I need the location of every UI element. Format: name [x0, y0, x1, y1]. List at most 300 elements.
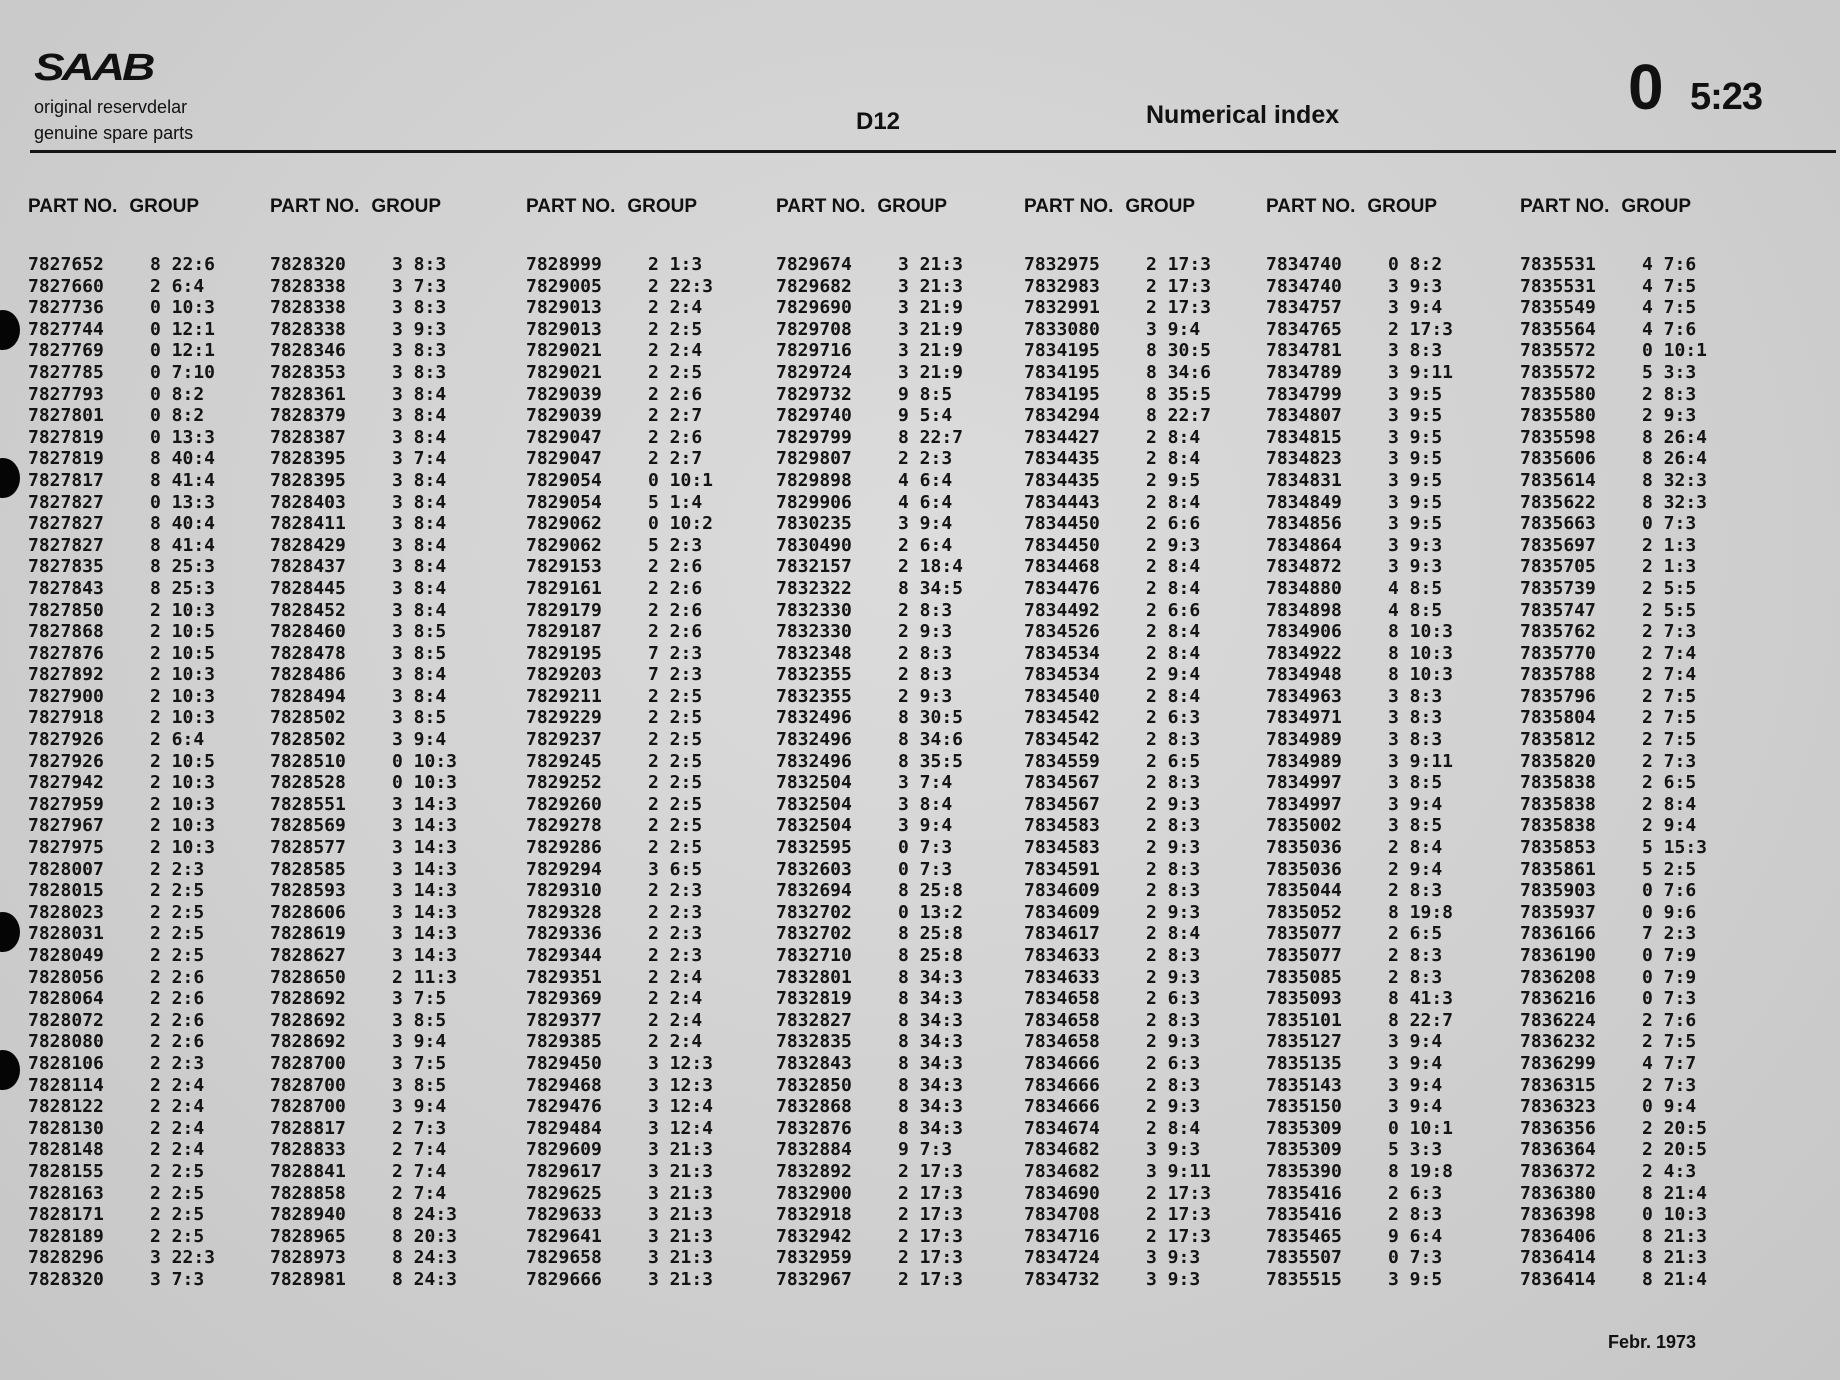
- part-number: 7835580: [1520, 383, 1596, 405]
- part-number: 7834617: [1024, 923, 1100, 945]
- group-reference: 3 21:3: [648, 1160, 714, 1182]
- part-number: 7834971: [1266, 707, 1342, 729]
- index-row: [1024, 1075, 1274, 1097]
- index-row: [526, 384, 776, 406]
- group-reference: 2 2:5: [150, 1204, 205, 1226]
- index-row: [28, 276, 278, 298]
- group-reference: 2 6:4: [150, 275, 205, 297]
- index-row: [1266, 967, 1516, 989]
- index-row: [526, 815, 776, 837]
- index-row: [1024, 621, 1274, 643]
- index-row: [526, 772, 776, 794]
- part-number: 7829385: [526, 1031, 602, 1053]
- group-reference: 2 17:3: [1146, 275, 1212, 297]
- group-reference: 2 2:5: [150, 1160, 205, 1182]
- part-number: 7835853: [1520, 837, 1596, 859]
- index-row: [1520, 1247, 1770, 1269]
- index-column: [28, 196, 278, 1291]
- part-number: 7832496: [776, 729, 852, 751]
- part-number: 7828163: [28, 1182, 104, 1204]
- group-reference: 3 21:9: [898, 318, 964, 340]
- index-row: [1024, 1096, 1274, 1118]
- index-row: [270, 513, 520, 535]
- part-number: 7832603: [776, 858, 852, 880]
- part-number: 7828411: [270, 513, 346, 535]
- index-row: [1520, 492, 1770, 514]
- group-reference: 2 8:3: [1146, 858, 1201, 880]
- group-reference: 2 6:6: [1146, 513, 1201, 535]
- index-row: [1024, 1139, 1274, 1161]
- part-number: 7836190: [1520, 945, 1596, 966]
- index-row: [28, 1053, 278, 1075]
- part-number: 7835093: [1266, 988, 1342, 1010]
- index-row: [526, 600, 776, 622]
- group-reference: 8 25:8: [898, 923, 964, 945]
- part-number: 7832504: [776, 793, 852, 815]
- index-row: [1520, 297, 1770, 319]
- part-number: 7834898: [1266, 599, 1342, 621]
- index-row: [28, 297, 278, 319]
- binder-hole: [0, 458, 20, 498]
- index-row: [776, 448, 1026, 470]
- group-reference: 2 8:4: [1146, 448, 1201, 470]
- group-reference: 0 12:1: [150, 340, 216, 362]
- index-row: [1024, 837, 1274, 859]
- index-row: [1520, 600, 1770, 622]
- group-reference: 2 9:3: [1146, 534, 1201, 556]
- part-number: 7836315: [1520, 1074, 1596, 1096]
- group-reference: 3 9:4: [1388, 793, 1443, 815]
- index-row: [1266, 988, 1516, 1010]
- index-row: [1266, 384, 1516, 406]
- part-number: 7834849: [1266, 491, 1342, 513]
- part-number: 7834567: [1024, 793, 1100, 815]
- group-reference: 2 2:5: [648, 707, 703, 729]
- part-number: 7832504: [776, 815, 852, 837]
- index-row: [270, 276, 520, 298]
- part-number: 7832983: [1024, 275, 1100, 297]
- index-row: [270, 1269, 520, 1291]
- group-header: GROUP: [1125, 196, 1196, 217]
- index-row: [1520, 1096, 1770, 1118]
- index-row: [28, 1010, 278, 1032]
- part-number: 7828445: [270, 577, 346, 599]
- group-reference: 2 2:3: [150, 1052, 205, 1074]
- index-row: [1520, 276, 1770, 298]
- index-row: [28, 859, 278, 881]
- part-number: 7835531: [1520, 254, 1596, 275]
- group-reference: 2 7:5: [1642, 1031, 1697, 1053]
- index-row: [270, 427, 520, 449]
- part-number: 7834708: [1024, 1204, 1100, 1226]
- part-number: 7828577: [270, 837, 346, 859]
- group-reference: 3 9:3: [392, 318, 447, 340]
- index-row: [776, 751, 1026, 773]
- group-reference: 3 12:4: [648, 1096, 714, 1118]
- part-number: 7835465: [1266, 1225, 1342, 1247]
- index-row: [526, 643, 776, 665]
- index-row: [1266, 1183, 1516, 1205]
- index-row: [776, 621, 1026, 643]
- group-reference: 2 6:6: [1146, 599, 1201, 621]
- index-row: [526, 1075, 776, 1097]
- group-reference: 2 9:3: [1146, 1031, 1201, 1053]
- group-reference: 2 2:5: [648, 318, 703, 340]
- part-number: 7829716: [776, 340, 852, 362]
- part-number: 7829328: [526, 901, 602, 923]
- index-row: [1520, 254, 1770, 276]
- part-number: 7835572: [1520, 361, 1596, 383]
- index-row: [776, 1053, 1026, 1075]
- group-reference: 2 2:7: [648, 405, 703, 427]
- part-number: 7832694: [776, 880, 852, 902]
- index-row: [270, 1161, 520, 1183]
- index-row: [776, 535, 1026, 557]
- index-row: [526, 1183, 776, 1205]
- part-number: 7835762: [1520, 621, 1596, 643]
- part-number: 7829013: [526, 297, 602, 319]
- index-row: [1024, 340, 1274, 362]
- group-reference: 2 9:4: [1388, 858, 1443, 880]
- part-number: 7835150: [1266, 1096, 1342, 1118]
- index-row: [28, 1204, 278, 1226]
- index-row: [526, 254, 776, 276]
- index-row: [776, 362, 1026, 384]
- group-reference: 2 17:3: [898, 1160, 964, 1182]
- group-reference: 2 2:5: [648, 772, 703, 794]
- index-row: [1520, 664, 1770, 686]
- group-reference: 3 8:5: [392, 1074, 447, 1096]
- group-reference: 9 8:5: [898, 383, 953, 405]
- group-reference: 2 2:5: [648, 685, 703, 707]
- index-row: [28, 1247, 278, 1269]
- part-number: 7834856: [1266, 513, 1342, 535]
- part-number: 7836216: [1520, 988, 1596, 1010]
- part-number: 7829294: [526, 858, 602, 880]
- group-reference: 8 34:3: [898, 1052, 964, 1074]
- part-number: 7828606: [270, 901, 346, 923]
- part-number: 7832819: [776, 988, 852, 1010]
- index-row: [1266, 707, 1516, 729]
- group-reference: 0 7:10: [150, 361, 216, 383]
- part-number: 7835606: [1520, 448, 1596, 470]
- group-reference: 2 9:4: [1146, 664, 1201, 686]
- group-reference: 2 6:5: [1146, 750, 1201, 772]
- part-number: 7828031: [28, 923, 104, 945]
- part-number: 7828387: [270, 426, 346, 448]
- group-reference: 2 6:4: [150, 729, 205, 751]
- group-reference: 2 17:3: [898, 1268, 964, 1290]
- part-number: 7835135: [1266, 1052, 1342, 1074]
- column-header: [526, 196, 776, 254]
- group-reference: 2 8:3: [898, 642, 953, 664]
- group-reference: 3 8:4: [392, 426, 447, 448]
- group-reference: 2 8:4: [1388, 837, 1443, 859]
- part-number: 7835861: [1520, 858, 1596, 880]
- part-number: 7834435: [1024, 448, 1100, 470]
- part-number: 7827660: [28, 275, 104, 297]
- group-reference: 2 2:4: [648, 966, 703, 988]
- part-number: 7832496: [776, 707, 852, 729]
- part-number: 7834740: [1266, 275, 1342, 297]
- index-row: [526, 297, 776, 319]
- index-row: [28, 427, 278, 449]
- index-row: [776, 276, 1026, 298]
- index-row: [1266, 600, 1516, 622]
- group-reference: 0 13:2: [898, 901, 964, 923]
- part-number: 7828692: [270, 1031, 346, 1053]
- group-reference: 2 9:3: [898, 685, 953, 707]
- part-number: 7828429: [270, 534, 346, 556]
- part-number: 7834963: [1266, 685, 1342, 707]
- index-row: [28, 556, 278, 578]
- group-reference: 3 9:3: [1146, 1268, 1201, 1290]
- index-row: [1520, 319, 1770, 341]
- group-reference: 0 9:6: [1642, 901, 1697, 923]
- group-reference: 2 7:6: [1642, 1009, 1697, 1031]
- index-row: [270, 707, 520, 729]
- part-number: 7832330: [776, 599, 852, 621]
- group-reference: 0 10:1: [648, 469, 714, 491]
- group-reference: 2 10:3: [150, 685, 216, 707]
- index-row: [1024, 470, 1274, 492]
- group-reference: 2 8:4: [1146, 642, 1201, 664]
- part-number: 7835663: [1520, 513, 1596, 535]
- part-number: 7829658: [526, 1247, 602, 1269]
- part-number: 7832942: [776, 1225, 852, 1247]
- group-reference: 2 10:3: [150, 793, 216, 815]
- index-row: [270, 815, 520, 837]
- group-reference: 2 2:5: [150, 923, 205, 945]
- part-number: 7828585: [270, 858, 346, 880]
- group-reference: 3 14:3: [392, 837, 458, 859]
- group-reference: 8 34:3: [898, 988, 964, 1010]
- group-reference: 0 13:3: [150, 491, 216, 513]
- group-reference: 2 10:5: [150, 642, 216, 664]
- part-number: 7833080: [1024, 318, 1100, 340]
- group-reference: 3 14:3: [392, 858, 458, 880]
- index-row: [28, 1139, 278, 1161]
- index-row: [270, 967, 520, 989]
- part-number: 7834997: [1266, 772, 1342, 794]
- index-row: [1266, 556, 1516, 578]
- part-number: 7834948: [1266, 664, 1342, 686]
- group-reference: 2 8:4: [1146, 923, 1201, 945]
- group-reference: 3 6:5: [648, 858, 703, 880]
- index-row: [1024, 902, 1274, 924]
- group-reference: 2 2:6: [648, 383, 703, 405]
- index-row: [776, 405, 1026, 427]
- part-number: 7828130: [28, 1117, 104, 1139]
- group-reference: 2 9:3: [1146, 901, 1201, 923]
- index-row: [1266, 643, 1516, 665]
- group-reference: 8 34:3: [898, 1117, 964, 1139]
- index-row: [270, 664, 520, 686]
- group-reference: 2 10:5: [150, 621, 216, 643]
- group-reference: 3 8:5: [392, 642, 447, 664]
- group-reference: 2 8:3: [1388, 880, 1443, 902]
- part-number: 7828338: [270, 275, 346, 297]
- part-number: 7829013: [526, 318, 602, 340]
- index-row: [776, 880, 1026, 902]
- index-row: [776, 1269, 1026, 1291]
- group-reference: 3 9:4: [1388, 1052, 1443, 1074]
- part-number: 7834526: [1024, 621, 1100, 643]
- group-reference: 8 10:3: [1388, 664, 1454, 686]
- index-row: [526, 448, 776, 470]
- index-row: [270, 1096, 520, 1118]
- part-number: 7835820: [1520, 750, 1596, 772]
- group-reference: 2 2:6: [648, 426, 703, 448]
- group-reference: 2 7:3: [1642, 1074, 1697, 1096]
- index-row: [270, 578, 520, 600]
- group-reference: 3 9:11: [1146, 1160, 1212, 1182]
- part-no-header: PART NO.: [1266, 196, 1356, 217]
- group-reference: 2 7:3: [392, 1117, 447, 1139]
- index-row: [28, 621, 278, 643]
- index-row: [28, 967, 278, 989]
- group-reference: 2 9:3: [1146, 793, 1201, 815]
- group-reference: 8 41:3: [1388, 988, 1454, 1010]
- index-row: [1024, 427, 1274, 449]
- part-number: 7836323: [1520, 1096, 1596, 1118]
- index-row: [526, 1269, 776, 1291]
- part-number: 7834450: [1024, 534, 1100, 556]
- part-number: 7836398: [1520, 1204, 1596, 1226]
- part-number: 7835036: [1266, 837, 1342, 859]
- index-row: [526, 880, 776, 902]
- group-reference: 2 2:5: [648, 729, 703, 751]
- index-row: [1266, 751, 1516, 773]
- group-reference: 2 17:3: [1388, 318, 1454, 340]
- group-reference: 3 8:4: [392, 534, 447, 556]
- index-row: [776, 729, 1026, 751]
- part-number: 7832355: [776, 685, 852, 707]
- index-row: [1266, 405, 1516, 427]
- index-row: [28, 794, 278, 816]
- group-reference: 2 17:3: [1146, 1204, 1212, 1226]
- index-row: [526, 751, 776, 773]
- index-row: [776, 859, 1026, 881]
- part-number: 7834195: [1024, 383, 1100, 405]
- group-reference: 2 7:5: [1642, 707, 1697, 729]
- part-number: 7828015: [28, 880, 104, 902]
- index-row: [1266, 340, 1516, 362]
- group-reference: 2 9:3: [1146, 966, 1201, 988]
- index-row: [28, 815, 278, 837]
- index-row: [1266, 1226, 1516, 1248]
- part-number: 7829161: [526, 577, 602, 599]
- index-row: [526, 988, 776, 1010]
- index-row: [28, 686, 278, 708]
- group-reference: 0 10:3: [392, 750, 458, 772]
- index-row: [28, 729, 278, 751]
- index-row: [270, 319, 520, 341]
- group-reference: 4 7:5: [1642, 297, 1697, 319]
- part-number: 7834682: [1024, 1139, 1100, 1161]
- group-reference: 2 17:3: [898, 1182, 964, 1204]
- part-number: 7832157: [776, 556, 852, 578]
- part-number: 7828692: [270, 1009, 346, 1031]
- index-row: [526, 1010, 776, 1032]
- group-reference: 0 9:4: [1642, 1096, 1697, 1118]
- group-reference: 2 2:4: [648, 1031, 703, 1053]
- part-number: 7828403: [270, 491, 346, 513]
- part-number: 7829062: [526, 534, 602, 556]
- part-number: 7835903: [1520, 880, 1596, 902]
- group-reference: 2 2:5: [648, 361, 703, 383]
- brand-subtitle-swedish: original reservdelar: [34, 97, 188, 117]
- part-number: 7829310: [526, 880, 602, 902]
- part-number: 7828510: [270, 750, 346, 772]
- part-number: 7827835: [28, 556, 104, 578]
- index-row: [1520, 772, 1770, 794]
- index-row: [28, 1183, 278, 1205]
- index-row: [1024, 880, 1274, 902]
- part-number: 7832876: [776, 1117, 852, 1139]
- part-number: 7829682: [776, 275, 852, 297]
- part-number: 7829237: [526, 729, 602, 751]
- group-reference: 2 7:3: [1642, 750, 1697, 772]
- index-row: [1520, 578, 1770, 600]
- group-reference: 3 9:4: [1388, 1096, 1443, 1118]
- part-number: 7828502: [270, 707, 346, 729]
- index-row: [526, 621, 776, 643]
- part-number: 7832850: [776, 1074, 852, 1096]
- index-row: [28, 254, 278, 276]
- index-row: [1024, 1183, 1274, 1205]
- index-row: [776, 513, 1026, 535]
- index-row: [1266, 686, 1516, 708]
- part-number: 7835531: [1520, 275, 1596, 297]
- index-row: [270, 448, 520, 470]
- group-reference: 3 21:3: [898, 254, 964, 275]
- group-reference: 2 2:5: [150, 901, 205, 923]
- part-number: 7836356: [1520, 1117, 1596, 1139]
- index-row: [1520, 923, 1770, 945]
- part-number: 7829245: [526, 750, 602, 772]
- index-row: [1024, 1031, 1274, 1053]
- group-reference: 2 7:4: [1642, 664, 1697, 686]
- part-number: 7829203: [526, 664, 602, 686]
- part-number: 7835127: [1266, 1031, 1342, 1053]
- group-reference: 8 21:3: [1642, 1225, 1708, 1247]
- part-number: 7834872: [1266, 556, 1342, 578]
- index-row: [1266, 1161, 1516, 1183]
- group-reference: 2 8:3: [1146, 945, 1201, 966]
- part-number: 7828171: [28, 1204, 104, 1226]
- group-reference: 2 6:3: [1146, 988, 1201, 1010]
- index-row: [526, 923, 776, 945]
- part-number: 7832967: [776, 1268, 852, 1290]
- group-reference: 3 9:3: [1146, 1247, 1201, 1269]
- part-number: 7828460: [270, 621, 346, 643]
- index-row: [776, 988, 1026, 1010]
- index-row: [1024, 362, 1274, 384]
- group-reference: 2 1:3: [1642, 556, 1697, 578]
- group-reference: 3 8:4: [392, 469, 447, 491]
- index-row: [776, 556, 1026, 578]
- index-row: [1520, 902, 1770, 924]
- part-number: 7827975: [28, 837, 104, 859]
- part-number: 7832348: [776, 642, 852, 664]
- index-row: [776, 945, 1026, 967]
- index-row: [1024, 297, 1274, 319]
- part-number: 7827918: [28, 707, 104, 729]
- part-number: 7832827: [776, 1009, 852, 1031]
- index-row: [1024, 384, 1274, 406]
- part-number: 7829476: [526, 1096, 602, 1118]
